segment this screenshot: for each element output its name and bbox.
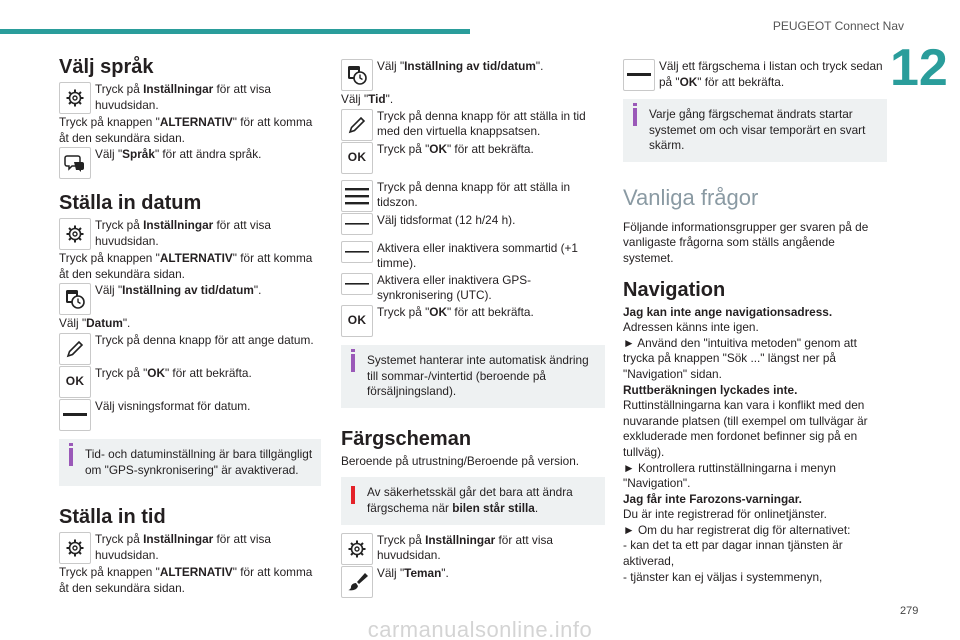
warning-icon [351, 486, 355, 504]
column-3 [623, 58, 887, 585]
gear-icon[interactable] [59, 218, 91, 250]
paragraph: Beroende på utrustning/Beroende på version. [341, 453, 580, 468]
step-text: Välj visningsformat för datum. [95, 398, 251, 413]
step-row [59, 82, 321, 114]
step-text: Tryck på denna knapp för att ange datum. [95, 332, 314, 347]
paragraph: Tryck på knappen "ALTERNATIV" för att komma åt den sekundära sidan. [59, 251, 313, 281]
pencil-icon[interactable] [59, 333, 91, 365]
step-row [59, 218, 321, 250]
info-note: Varje gång färgschemat ändrats startar systemet om och visar temporärt en svart skärm. [623, 99, 887, 162]
question: Jag får inte Farozons-varningar. [623, 491, 802, 506]
heading-faq: Vanliga frågor [623, 184, 759, 210]
step-text: Välj "Språk" för att ändra språk. [95, 147, 262, 162]
answer: Ruttinställningarna kan vara i konflikt med den nuvarande platsen (till exempel om tullvägar är exkluderade men fordonet befinner sig på en tullväg). [623, 398, 868, 459]
gear-icon[interactable] [341, 533, 373, 565]
step-row [341, 109, 605, 141]
list-menu-icon[interactable] [341, 180, 373, 212]
ok-button[interactable]: OK [341, 305, 373, 337]
heading-set-date: Ställa in datum [59, 192, 202, 215]
ok-button[interactable]: OK [59, 366, 91, 398]
column-2 [341, 58, 605, 599]
step-text: Tryck på "OK" för att bekräfta. [95, 365, 252, 380]
step-text: Välj "Inställning av tid/datum". [95, 283, 262, 298]
gear-icon[interactable] [59, 82, 91, 114]
step-row [341, 273, 605, 304]
step-row [623, 59, 887, 91]
step-text: Tryck på "OK" för att bekräfta. [377, 304, 534, 319]
header-title: PEUGEOT Connect Nav [772, 19, 904, 33]
brush-icon[interactable] [341, 566, 373, 598]
answer: Adressen känns inte igen. [623, 320, 759, 335]
step-row [59, 399, 321, 431]
step-text: Välj tidsformat (12 h/24 h). [377, 212, 516, 227]
footer-watermark: carmanualsonline.info [367, 617, 593, 640]
toggle-bar-icon[interactable] [341, 273, 373, 295]
step-text: Tryck på Inställningar för att visa huvudsidan. [95, 82, 271, 112]
info-note: Tid- och datuminställning är bara tillgängligt om "GPS-synkronisering" är avaktiverad. [59, 439, 321, 486]
step-row [59, 147, 321, 179]
solution: ► Om du har registrerat dig för alternativet: [623, 522, 851, 537]
heading-set-time: Ställa in tid [59, 506, 166, 529]
heading-color-schemes: Färgscheman [341, 427, 472, 450]
step-text: Aktivera eller inaktivera GPS-synkronisering (UTC). [377, 272, 532, 303]
step-row [341, 142, 605, 174]
step-row [341, 59, 605, 91]
step-row [341, 566, 605, 598]
step-row [59, 333, 321, 365]
heading-select-language: Välj språk [59, 56, 154, 78]
list-item: - tjänster kan ej väljas i systemmenyn, [623, 569, 823, 584]
solution: ► Kontrollera ruttinställningarna i menyn "Navigation". [623, 460, 836, 491]
step-row [59, 532, 321, 564]
gear-icon[interactable] [59, 532, 91, 564]
step-row [341, 241, 605, 272]
solution: ► Använd den "intuitiva metoden" genom att trycka på knappen "Sök ..." längst ner på "Navigation" sidan. [623, 335, 857, 381]
step-row [341, 305, 605, 337]
step-text: Välj "Inställning av tid/datum". [377, 59, 544, 73]
step-row [341, 180, 605, 212]
step-text: Välj "Teman". [377, 565, 449, 580]
answer: Du är inte registrerad för onlinetjänster. [623, 507, 827, 522]
paragraph: Tryck på knappen "ALTERNATIV" för att komma åt den sekundära sidan. [59, 115, 313, 145]
toggle-bar-icon[interactable] [341, 241, 373, 263]
info-icon [351, 354, 355, 372]
select-bar-icon[interactable] [59, 399, 91, 431]
heading-navigation: Navigation [623, 278, 726, 301]
step-text: Tryck på "OK" för att bekräfta. [377, 141, 534, 156]
paragraph: Tryck på knappen "ALTERNATIV" för att komma åt den sekundära sidan. [59, 565, 313, 595]
info-icon [633, 108, 637, 126]
step-text: Välj ett färgschema i listan och tryck sedan på "OK" för att bekräfta. [659, 59, 883, 89]
step-row [59, 366, 321, 398]
chapter-number: 12 [890, 39, 948, 97]
calendar-clock-icon[interactable] [59, 283, 91, 315]
step-text: Tryck på Inställningar för att visa huvudsidan. [377, 532, 553, 563]
select-bar-icon[interactable] [623, 59, 655, 91]
paragraph: Välj "Tid". [341, 92, 394, 106]
info-icon [69, 448, 73, 466]
column-1 [59, 54, 321, 596]
chat-language-icon[interactable] [59, 147, 91, 179]
list-item: - kan det ta ett par dagar innan tjänsten är aktiverad, [623, 538, 843, 569]
page-number: 279 [900, 605, 919, 617]
question: Ruttberäkningen lyckades inte. [623, 382, 798, 397]
ok-button[interactable]: OK [341, 142, 373, 174]
warning-note: Av säkerhetsskäl går det bara att ändra färgschema när bilen står stilla. [341, 477, 605, 524]
paragraph: Följande informationsgrupper ger svaren på de vanligaste frågorna som ställs angående systemet. [623, 219, 869, 265]
step-row [341, 533, 605, 565]
paragraph: Välj "Datum". [59, 316, 131, 331]
step-row [59, 283, 321, 315]
toggle-bar-icon[interactable] [341, 213, 373, 235]
info-note: Systemet hanterar inte automatisk ändring till sommar-/vintertid (beroende på försäljningsland). [341, 345, 605, 408]
step-text: Tryck på Inställningar för att visa huvudsidan. [95, 218, 271, 248]
calendar-clock-icon[interactable] [341, 59, 373, 91]
step-row [341, 213, 605, 235]
step-text: Tryck på Inställningar för att visa huvudsidan. [95, 532, 271, 562]
header-accent-bar [0, 29, 470, 34]
step-text: Aktivera eller inaktivera sommartid (+1 timme). [377, 240, 578, 271]
step-text: Tryck på denna knapp för att ställa in tidszon. [377, 179, 571, 210]
step-text: Tryck på denna knapp för att ställa in tid med den virtuella knappsatsen. [377, 108, 586, 139]
question: Jag kan inte ange navigationsadress. [623, 304, 833, 319]
pencil-icon[interactable] [341, 109, 373, 141]
